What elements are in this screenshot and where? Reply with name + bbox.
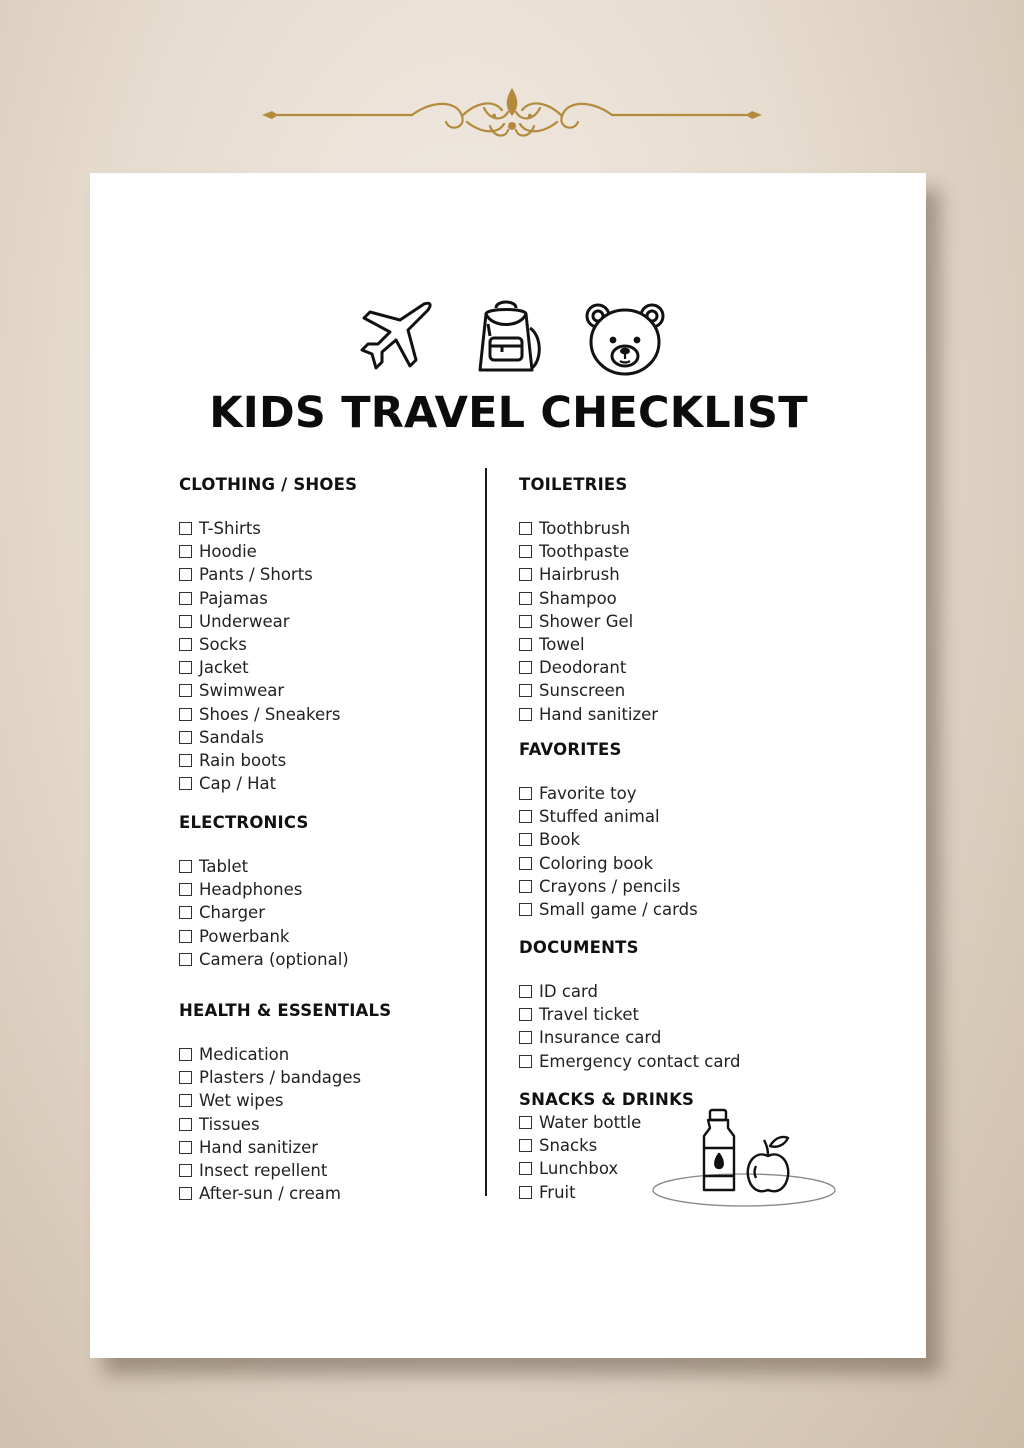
checklist-item[interactable] <box>519 875 819 898</box>
checklist <box>179 1043 469 1205</box>
section-title: ELECTRONICS <box>179 813 309 832</box>
checkbox[interactable] <box>179 1141 192 1154</box>
checklist-item[interactable] <box>179 901 469 924</box>
section-electronics <box>179 808 469 971</box>
checklist-item[interactable] <box>519 828 819 851</box>
water-bottle-icon <box>704 1110 734 1190</box>
item-label: T-Shirts <box>199 519 261 538</box>
section-title: SNACKS & DRINKS <box>519 1090 695 1109</box>
item-label: Sandals <box>199 727 264 747</box>
checklist-item[interactable] <box>179 772 469 795</box>
checklist-item[interactable] <box>179 1043 469 1066</box>
item-label: Toothbrush <box>539 519 631 538</box>
gold-flourish-ornament <box>262 82 762 148</box>
checklist-item[interactable] <box>179 925 469 948</box>
item-label: Insurance card <box>539 1028 662 1048</box>
checkbox[interactable] <box>179 883 192 896</box>
checkbox[interactable] <box>179 708 192 721</box>
checklist-item[interactable] <box>179 1066 469 1089</box>
checklist-item[interactable] <box>179 1113 469 1136</box>
checklist-item[interactable] <box>179 633 469 656</box>
checklist-item[interactable] <box>519 1003 819 1026</box>
checkbox[interactable] <box>519 787 532 800</box>
item-label: Underwear <box>199 611 290 631</box>
checkbox[interactable] <box>179 545 192 558</box>
section-toiletries <box>519 470 819 726</box>
section-clothing-shoes <box>179 470 469 795</box>
checkbox[interactable] <box>519 1031 532 1044</box>
item-label: Headphones <box>199 880 303 900</box>
checklist-item[interactable] <box>179 587 469 610</box>
checkbox[interactable] <box>519 708 532 721</box>
checklist-item[interactable] <box>179 855 469 878</box>
section-documents <box>519 933 819 1073</box>
checklist <box>519 782 819 921</box>
item-label: Insect repellent <box>199 1160 328 1180</box>
checkbox[interactable] <box>519 810 532 823</box>
item-label: Snacks <box>539 1136 598 1156</box>
checklist-item[interactable] <box>179 1089 469 1112</box>
checkbox[interactable] <box>179 615 192 628</box>
checklist <box>179 855 469 971</box>
item-label: Pajamas <box>199 588 268 608</box>
checklist-item[interactable] <box>519 656 819 679</box>
item-label: After-sun / cream <box>199 1184 341 1204</box>
checklist-item[interactable] <box>179 726 469 749</box>
checkbox[interactable] <box>519 638 532 651</box>
checkbox[interactable] <box>179 953 192 966</box>
item-label: Jacket <box>199 658 249 678</box>
checklist <box>179 517 469 795</box>
checklist-item[interactable] <box>179 540 469 563</box>
item-label: Plasters / bandages <box>199 1068 362 1088</box>
checkbox[interactable] <box>519 545 532 558</box>
item-label: Camera (optional) <box>199 949 349 969</box>
airplane-icon <box>356 298 434 376</box>
item-label: Medication <box>199 1045 290 1064</box>
checklist-item[interactable] <box>519 610 819 633</box>
item-label: Wet wipes <box>199 1091 284 1111</box>
item-label: Shoes / Sneakers <box>199 704 341 724</box>
checklist-item[interactable] <box>519 1050 819 1073</box>
checkbox[interactable] <box>179 638 192 651</box>
checkbox[interactable] <box>519 903 532 916</box>
item-label: Tissues <box>199 1114 260 1134</box>
snack-illustration <box>650 1106 840 1210</box>
checklist-item[interactable] <box>179 703 469 726</box>
checkbox[interactable] <box>519 522 532 535</box>
teddy-bear-icon <box>582 298 668 380</box>
item-label: Water bottle <box>539 1113 642 1132</box>
checkbox[interactable] <box>519 857 532 870</box>
section-title: TOILETRIES <box>519 475 628 494</box>
checklist-item[interactable] <box>519 980 819 1003</box>
checklist-item[interactable] <box>519 703 819 726</box>
checklist <box>519 517 819 726</box>
checklist-item[interactable] <box>179 878 469 901</box>
item-label: Crayons / pencils <box>539 876 681 896</box>
checklist-item[interactable] <box>519 563 819 586</box>
checkbox[interactable] <box>179 1048 192 1061</box>
item-label: Hand sanitizer <box>539 704 659 724</box>
checklist-item[interactable] <box>179 749 469 772</box>
item-label: Charger <box>199 903 265 923</box>
item-label: Swimwear <box>199 681 285 701</box>
apple-icon <box>748 1137 789 1191</box>
checkbox[interactable] <box>179 568 192 581</box>
checkbox[interactable] <box>179 754 192 767</box>
item-label: Coloring book <box>539 853 654 873</box>
checklist-item[interactable] <box>519 898 819 921</box>
checklist-item[interactable] <box>179 948 469 971</box>
checkbox[interactable] <box>519 661 532 674</box>
item-label: Hairbrush <box>539 565 620 585</box>
checkbox[interactable] <box>179 661 192 674</box>
checkbox[interactable] <box>179 522 192 535</box>
checklist-item[interactable] <box>179 656 469 679</box>
checklist-item[interactable] <box>519 587 819 610</box>
checkbox[interactable] <box>519 880 532 893</box>
checkbox[interactable] <box>179 860 192 873</box>
checkbox[interactable] <box>519 985 532 998</box>
checklist-item[interactable] <box>519 517 819 540</box>
section-favorites <box>519 735 819 921</box>
checklist <box>519 980 819 1073</box>
section-title: CLOTHING / SHOES <box>179 475 358 494</box>
checklist-item[interactable] <box>179 610 469 633</box>
item-label: Deodorant <box>539 658 627 678</box>
section-title: HEALTH & ESSENTIALS <box>179 1001 392 1020</box>
header-icons <box>0 298 1024 380</box>
checkbox[interactable] <box>519 1055 532 1068</box>
item-label: ID card <box>539 982 598 1001</box>
checklist-item[interactable] <box>519 679 819 702</box>
item-label: Fruit <box>539 1182 576 1202</box>
checkbox[interactable] <box>179 930 192 943</box>
checklist-item[interactable] <box>519 540 819 563</box>
item-label: Towel <box>539 634 585 654</box>
item-label: Powerbank <box>199 926 290 946</box>
item-label: Sunscreen <box>539 681 626 701</box>
checklist-item[interactable] <box>179 1182 469 1205</box>
item-label: Hand sanitizer <box>199 1137 319 1157</box>
column-divider <box>485 468 487 1196</box>
checkbox[interactable] <box>519 592 532 605</box>
item-label: Shower Gel <box>539 611 634 631</box>
item-label: Pants / Shorts <box>199 565 313 585</box>
item-label: Favorite toy <box>539 784 637 803</box>
item-label: Shampoo <box>539 588 617 608</box>
checkbox[interactable] <box>179 1094 192 1107</box>
checklist-item[interactable] <box>179 517 469 540</box>
checklist-item[interactable] <box>179 1159 469 1182</box>
checklist-item[interactable] <box>519 1026 819 1049</box>
item-label: Toothpaste <box>539 542 630 562</box>
checkbox[interactable] <box>179 777 192 790</box>
section-health-essentials <box>179 996 469 1205</box>
checkbox[interactable] <box>519 1116 532 1129</box>
checkbox[interactable] <box>519 1139 532 1152</box>
checkbox[interactable] <box>179 1187 192 1200</box>
checkbox[interactable] <box>179 1118 192 1131</box>
checklist-item[interactable] <box>519 782 819 805</box>
item-label: Hoodie <box>199 542 257 562</box>
checklist-item[interactable] <box>179 1136 469 1159</box>
item-label: Lunchbox <box>539 1159 619 1179</box>
item-label: Tablet <box>199 857 249 876</box>
checkbox[interactable] <box>519 1186 532 1199</box>
item-label: Rain boots <box>199 750 287 770</box>
item-label: Socks <box>199 634 247 654</box>
checklist-item[interactable] <box>179 679 469 702</box>
checklist-item[interactable] <box>519 805 819 828</box>
section-title: FAVORITES <box>519 740 622 759</box>
checkbox[interactable] <box>519 1162 532 1175</box>
item-label: Small game / cards <box>539 899 698 919</box>
checkbox[interactable] <box>519 615 532 628</box>
section-title: DOCUMENTS <box>519 938 639 957</box>
checkbox[interactable] <box>179 1071 192 1084</box>
item-label: Emergency contact card <box>539 1051 741 1071</box>
checkbox[interactable] <box>179 592 192 605</box>
backpack-icon <box>468 298 546 378</box>
checkbox[interactable] <box>179 731 192 744</box>
plate-shadow <box>653 1174 835 1206</box>
checkbox[interactable] <box>179 1164 192 1177</box>
checklist-item[interactable] <box>519 852 819 875</box>
item-label: Cap / Hat <box>199 774 277 794</box>
checkbox[interactable] <box>519 568 532 581</box>
checklist-item[interactable] <box>519 633 819 656</box>
item-label: Book <box>539 830 581 850</box>
page-title: KIDS TRAVEL CHECKLIST <box>209 388 808 438</box>
checkbox[interactable] <box>519 684 532 697</box>
checklist-item[interactable] <box>179 563 469 586</box>
item-label: Stuffed animal <box>539 807 660 827</box>
item-label: Travel ticket <box>539 1005 640 1025</box>
checkbox[interactable] <box>179 684 192 697</box>
checkbox[interactable] <box>519 1008 532 1021</box>
checkbox[interactable] <box>519 833 532 846</box>
checkbox[interactable] <box>179 906 192 919</box>
